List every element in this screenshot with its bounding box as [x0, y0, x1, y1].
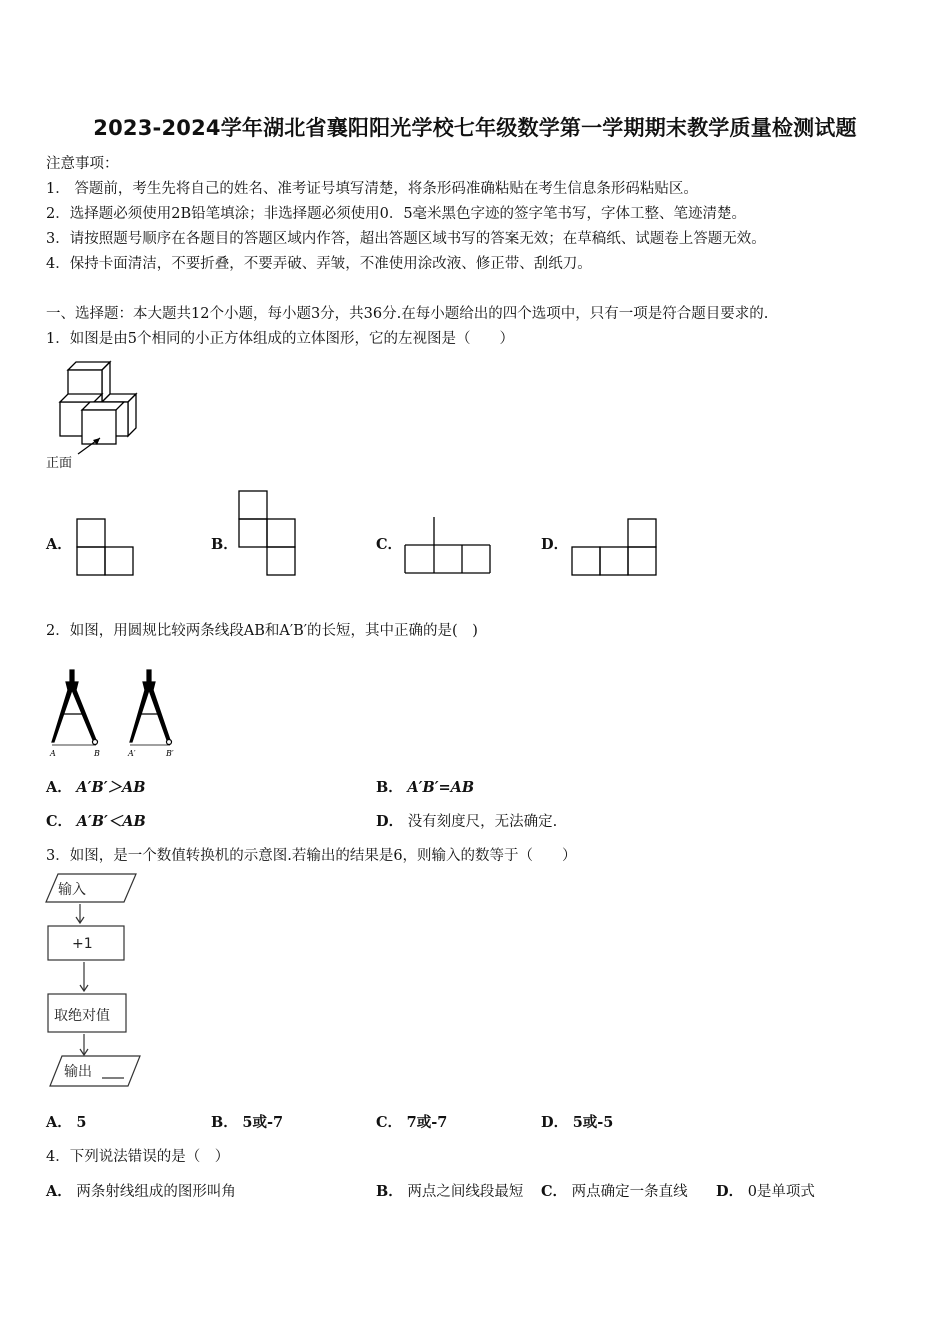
q3-option-d-text: 5或-5	[572, 1114, 614, 1131]
q2-option-a-letter: A．	[46, 779, 72, 796]
label-b-prime: B′	[166, 749, 174, 758]
label-a: A	[50, 749, 56, 758]
label-b: B	[94, 749, 100, 758]
q3-option-d-letter: D．	[541, 1114, 569, 1131]
section-heading: 一、选择题：本大题共12个小题，每小题3分，共36分.在每小题给出的四个选项中，只有一项是符合题目要求的.	[46, 306, 769, 322]
q3-option-a[interactable]	[46, 1111, 86, 1132]
q1-option-a-figure[interactable]	[76, 518, 136, 578]
q1-option-d-figure[interactable]	[570, 518, 660, 578]
q3-option-c-text: 7或-7	[406, 1114, 448, 1131]
flow-abs: 取绝对值	[54, 1008, 110, 1024]
q3-option-b-text: 5或-7	[242, 1114, 284, 1131]
q4-option-c-text: 两点确定一条直线	[571, 1184, 688, 1200]
q2-option-c-letter: C．	[46, 813, 73, 830]
q3-option-b[interactable]	[211, 1111, 283, 1132]
q4-stem: 4．下列说法错误的是（ ）	[46, 1149, 230, 1165]
q3-stem: 3．如图，是一个数值转换机的示意图.若输出的结果是6，则输入的数等于（ ）	[46, 848, 577, 864]
q2-option-c[interactable]	[46, 810, 146, 831]
q2-option-d-letter: D．	[376, 813, 404, 830]
q3-option-d[interactable]	[541, 1111, 613, 1132]
front-label: 正面	[46, 456, 73, 471]
notice-item-3: 3．请按照题号顺序在各题目的答题区域内作答，超出答题区域书写的答案无效；在草稿纸、试题卷上答题无效。	[46, 231, 766, 247]
q1-option-d-label: D．	[541, 536, 569, 553]
q2-compass-figure	[46, 668, 186, 760]
notice-heading: 注意事项：	[46, 156, 119, 172]
q4-option-d[interactable]	[716, 1180, 815, 1201]
flow-input: 输入	[58, 882, 86, 898]
q2-stem: 2．如图，用圆规比较两条线段AB和A′B′的长短，其中正确的是( )	[46, 623, 478, 639]
q1-option-b-label: B．	[211, 536, 238, 553]
q1-stem: 1．如图是由5个相同的小正方体组成的立体图形，它的左视图是（ ）	[46, 331, 514, 347]
q4-option-a-letter: A．	[46, 1183, 72, 1200]
q1-option-a-label: A．	[46, 536, 72, 553]
q2-option-a-text: A′B′＞AB	[76, 779, 146, 796]
q4-option-d-letter: D．	[716, 1183, 744, 1200]
flow-output: 输出	[64, 1064, 92, 1080]
q2-option-a[interactable]	[46, 776, 146, 797]
flow-plus-one: +1	[72, 936, 93, 952]
q4-option-a[interactable]	[46, 1180, 236, 1201]
page-title: 2023-2024学年湖北省襄阳阳光学校七年级数学第一学期期末教学质量检测试题	[93, 116, 857, 140]
q2-option-d-text: 没有刻度尺，无法确定.	[407, 814, 558, 830]
notice-item-1: 1． 答题前，考生先将自己的姓名、准考证号填写清楚，将条形码准确粘贴在考生信息条形码粘贴区。	[46, 181, 698, 197]
q2-option-b-text: A′B′=AB	[407, 779, 475, 796]
q3-option-b-letter: B．	[211, 1114, 238, 1131]
q4-option-b-text: 两点之间线段最短	[407, 1184, 524, 1200]
q4-option-c-letter: C．	[541, 1183, 568, 1200]
q4-option-a-text: 两条射线组成的图形叫角	[76, 1184, 236, 1200]
q4-option-b-letter: B．	[376, 1183, 403, 1200]
q1-option-b-figure[interactable]	[238, 490, 298, 578]
notice-item-2: 2．选择题必须使用2B铅笔填涂；非选择题必须使用0．5毫米黑色字迹的签字笔书写，字体工整、笔迹清楚。	[46, 206, 747, 222]
q4-option-d-text: 0是单项式	[747, 1184, 815, 1200]
q3-option-c-letter: C．	[376, 1114, 403, 1131]
q4-option-c[interactable]	[541, 1180, 688, 1201]
q3-flowchart	[44, 872, 144, 1092]
q2-option-c-text: A′B′＜AB	[76, 813, 146, 830]
q4-option-b[interactable]	[376, 1180, 523, 1201]
label-a-prime: A′	[128, 749, 136, 758]
notice-item-4: 4．保持卡面清洁，不要折叠，不要弄破、弄皱，不准使用涂改液、修正带、刮纸刀。	[46, 256, 592, 272]
q1-option-c-label: C．	[376, 536, 403, 553]
q2-option-b[interactable]	[376, 776, 474, 797]
q3-option-a-text: 5	[76, 1114, 87, 1131]
q3-option-c[interactable]	[376, 1111, 447, 1132]
q2-option-d[interactable]	[376, 810, 557, 831]
q1-option-c-figure[interactable]	[404, 516, 496, 578]
q2-option-b-letter: B．	[376, 779, 403, 796]
q3-option-a-letter: A．	[46, 1114, 72, 1131]
